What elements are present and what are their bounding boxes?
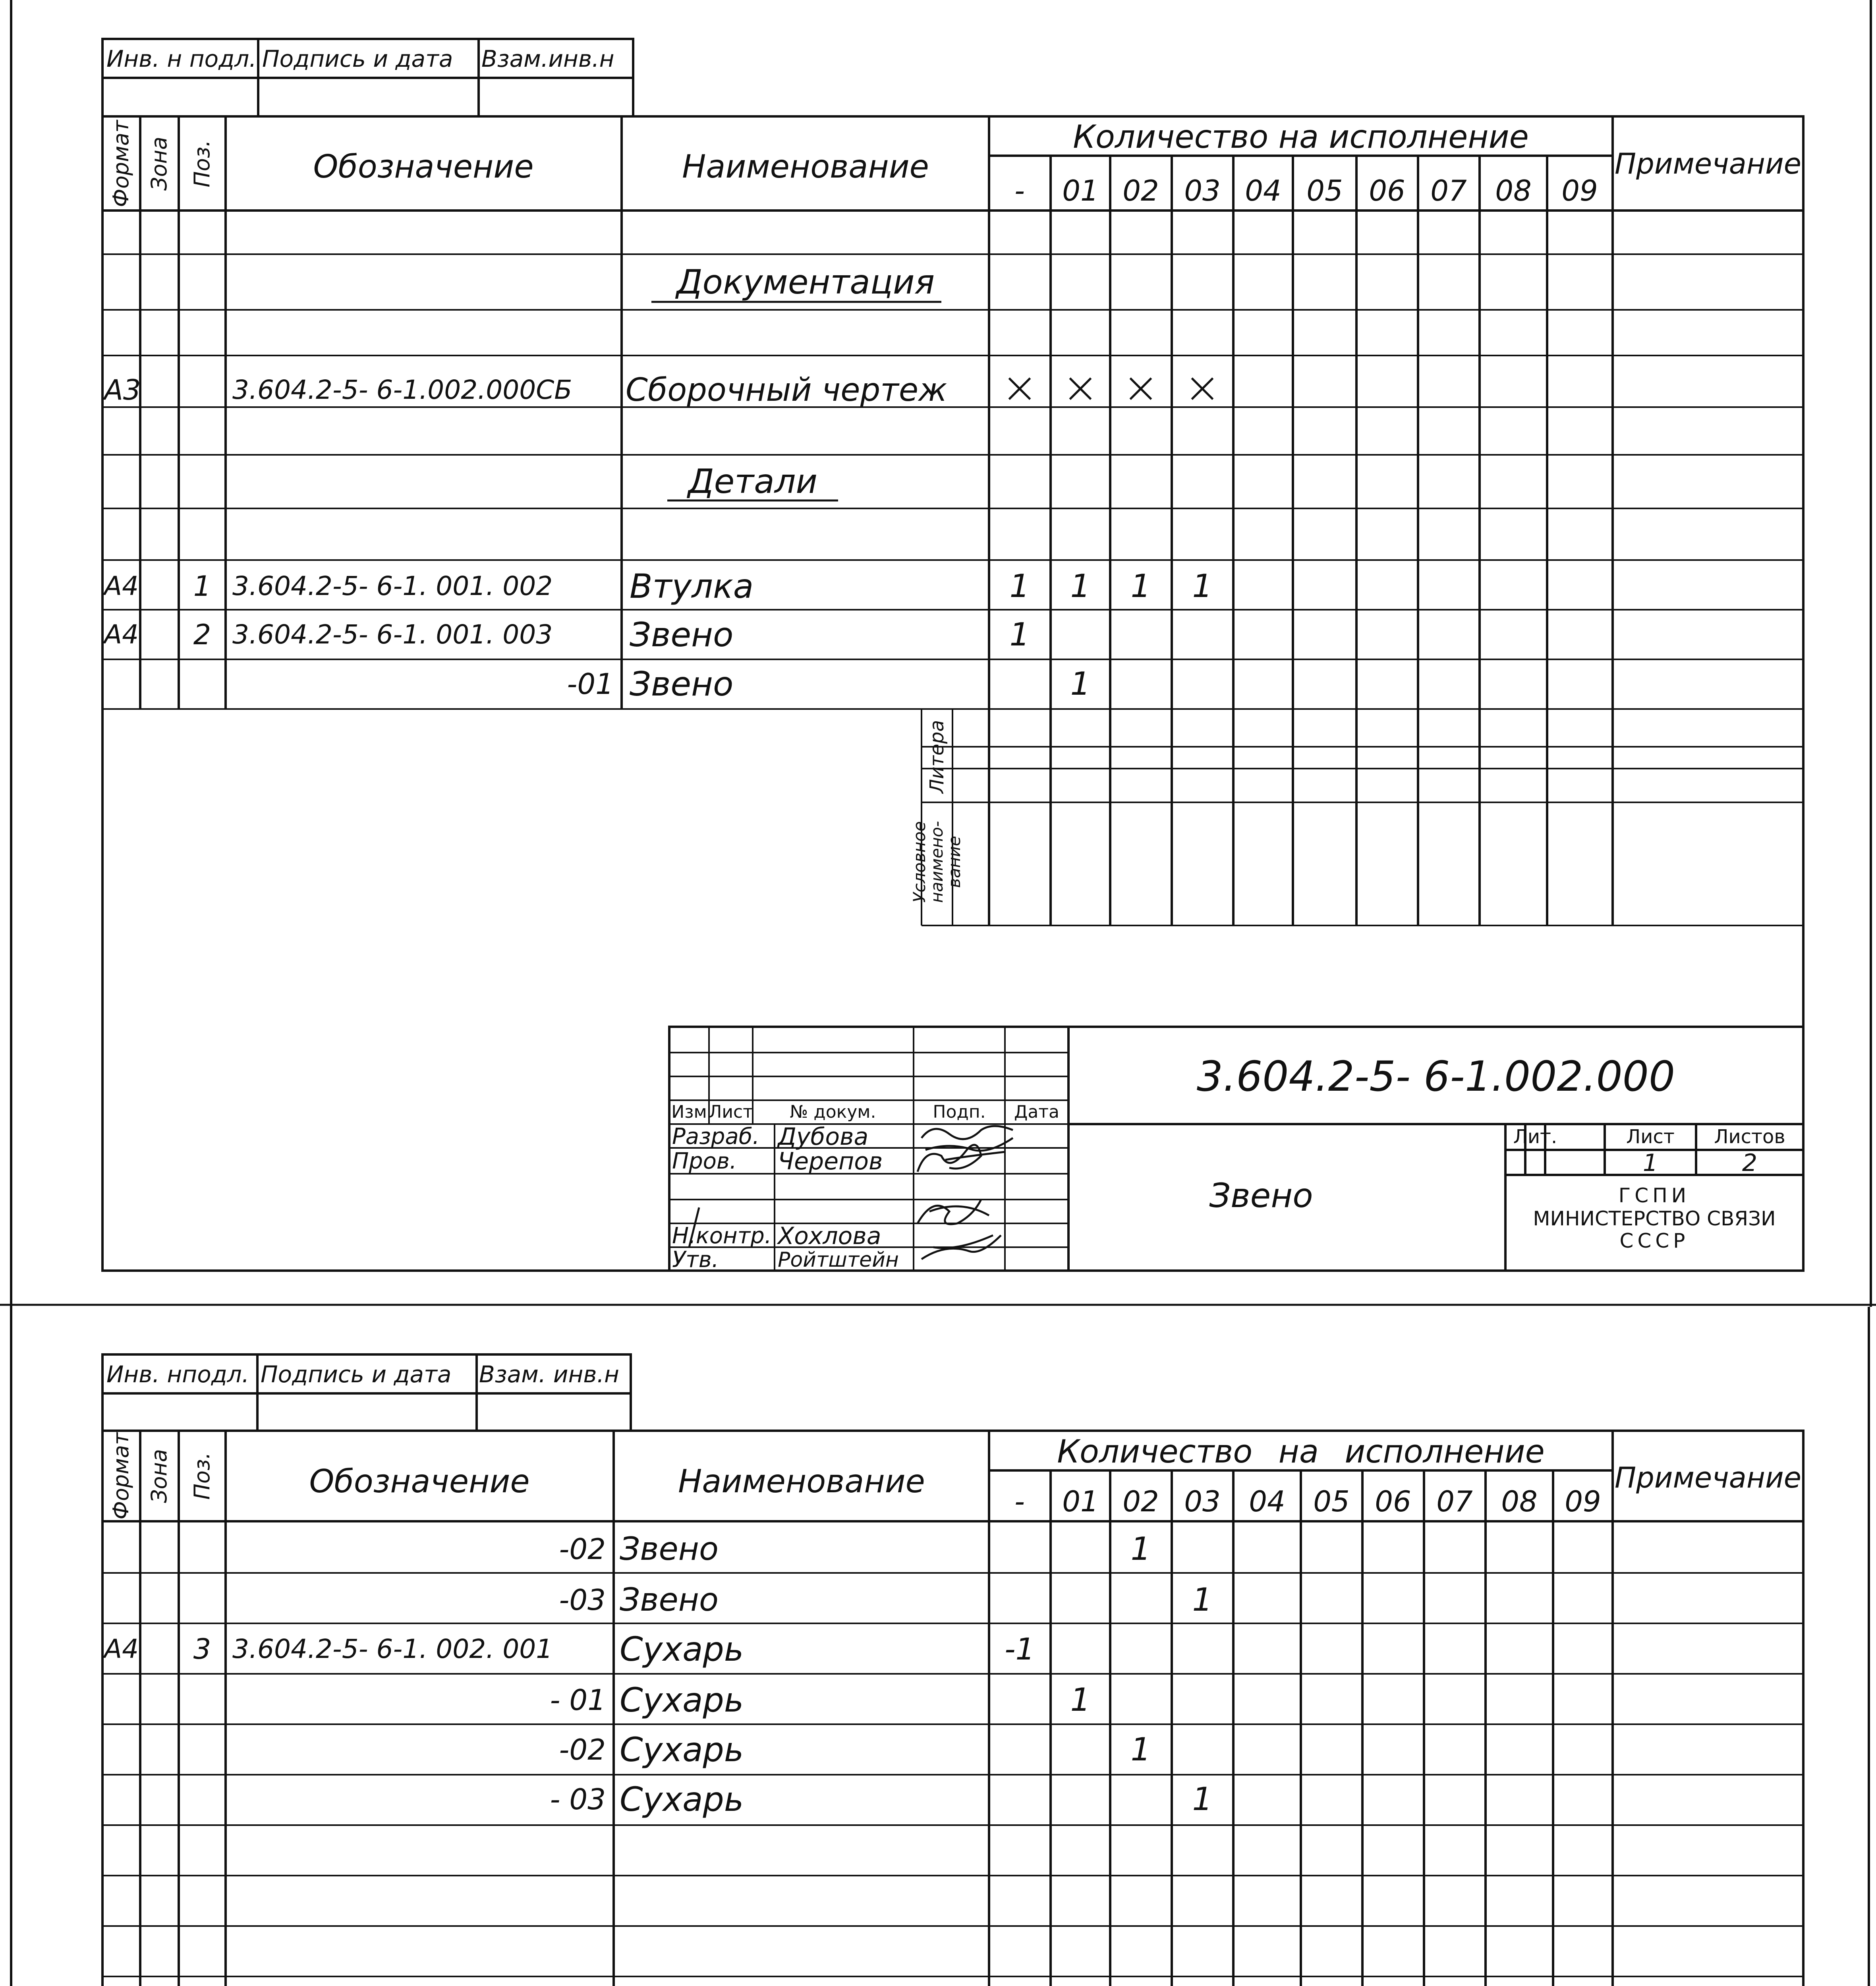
header-variant: 01 bbox=[1062, 1485, 1099, 1518]
header-name: Наименование bbox=[682, 148, 929, 185]
tb-col-head: Дата bbox=[1014, 1102, 1059, 1122]
section-title-details: Детали bbox=[688, 462, 817, 501]
row-format: А3 bbox=[104, 374, 141, 406]
row-designation: -03 bbox=[559, 1583, 606, 1617]
header-variant: 05 bbox=[1313, 1485, 1350, 1518]
row-name: Звено bbox=[630, 665, 734, 703]
qty-mark: 1 bbox=[1130, 1530, 1151, 1567]
row-name: Втулка bbox=[630, 567, 754, 606]
header-variant: 03 bbox=[1184, 1485, 1221, 1518]
row-format: А4 bbox=[104, 1634, 139, 1664]
row-name: Сухарь bbox=[620, 1780, 744, 1819]
row-name: Сухарь bbox=[620, 1681, 744, 1719]
header-note: Примечание bbox=[1614, 1461, 1802, 1494]
section-title-documentation: Документация bbox=[676, 263, 935, 301]
cross-mark: × bbox=[1184, 362, 1221, 413]
header-variant: 08 bbox=[1495, 174, 1532, 207]
tb-role: Разраб. bbox=[672, 1124, 760, 1149]
header-variant: 08 bbox=[1501, 1485, 1538, 1518]
row-name: Звено bbox=[620, 1581, 719, 1618]
tb-col-head: Лист bbox=[709, 1102, 753, 1122]
header-variant: 07 bbox=[1430, 174, 1467, 207]
tb-org-line1: ГСПИ bbox=[1618, 1184, 1691, 1207]
stamp-replace-label: Взам. инв.н bbox=[479, 1361, 619, 1388]
header-variant: 02 bbox=[1123, 1485, 1159, 1518]
header-variant: 06 bbox=[1369, 174, 1405, 207]
tb-col-head: Подп. bbox=[933, 1102, 986, 1122]
qty-mark: 1 bbox=[1130, 568, 1151, 605]
qty-mark: 1 bbox=[1192, 1581, 1213, 1618]
tb-person: Дубова bbox=[778, 1123, 869, 1151]
qty-mark: 1 bbox=[1130, 1731, 1151, 1768]
row-designation: - 03 bbox=[550, 1783, 606, 1816]
header-name: Наименование bbox=[678, 1463, 925, 1500]
row-designation: 3.604.2-5- 6-1. 002. 001 bbox=[232, 1634, 553, 1664]
header-pos: Поз. bbox=[189, 140, 214, 187]
row-name: Сухарь bbox=[620, 1630, 744, 1669]
tb-role: Утв. bbox=[672, 1247, 719, 1273]
header-designation: Обозначение bbox=[309, 1463, 530, 1500]
qty-mark: 1 bbox=[1009, 616, 1030, 653]
row-designation: 3.604.2-5- 6-1. 001. 002 bbox=[232, 571, 553, 601]
header-variant: - bbox=[1014, 1485, 1025, 1518]
header-variant: 03 bbox=[1184, 174, 1221, 207]
row-designation: 3.604.2-5- 6-1.002.000СБ bbox=[232, 375, 572, 405]
qty-mark: 1 bbox=[1070, 568, 1091, 605]
cross-mark: × bbox=[1001, 362, 1038, 413]
header-note: Примечание bbox=[1614, 147, 1802, 180]
tb-org-line2: МИНИСТЕРСТВО СВЯЗИ bbox=[1533, 1207, 1776, 1230]
header-qty-group: Количество на исполнение bbox=[1057, 1433, 1545, 1470]
stamp-inv-label: Инв. н подл. bbox=[106, 45, 257, 72]
header-variant: 09 bbox=[1561, 174, 1598, 207]
tb-document-code: 3.604.2-5- 6-1.002.000 bbox=[1196, 1052, 1675, 1101]
row-name: Звено bbox=[620, 1530, 719, 1567]
tb-col-head: Изм bbox=[671, 1102, 707, 1122]
tb-col-head: № докум. bbox=[790, 1102, 876, 1122]
row-format: А4 bbox=[104, 619, 139, 650]
header-variant: - bbox=[1014, 174, 1025, 207]
stamp-sign-label: Подпись и дата bbox=[262, 45, 453, 72]
tb-sheet-label: Лист bbox=[1626, 1126, 1675, 1148]
tb-sheets-label: Листов bbox=[1714, 1126, 1785, 1148]
tb-role: Н.контр. bbox=[672, 1223, 772, 1249]
qty-mark: -1 bbox=[1005, 1631, 1035, 1667]
tb-org-line3: СССР bbox=[1619, 1229, 1689, 1252]
header-variant: 05 bbox=[1306, 174, 1343, 207]
header-zone: Зона bbox=[147, 1449, 172, 1503]
row-format: А4 bbox=[104, 571, 139, 601]
tb-person: Ройтштейн bbox=[778, 1248, 899, 1272]
cross-mark: × bbox=[1062, 362, 1099, 413]
header-variant: 02 bbox=[1123, 174, 1159, 207]
header-variant: 06 bbox=[1375, 1485, 1411, 1518]
qty-mark: 1 bbox=[1192, 568, 1213, 605]
tb-item-name: Звено bbox=[1209, 1176, 1313, 1215]
row-pos: 1 bbox=[193, 570, 211, 603]
row-designation: -01 bbox=[567, 667, 614, 701]
tb-person: Черепов bbox=[778, 1148, 883, 1175]
stamp-replace-label: Взам.инв.н bbox=[481, 45, 614, 72]
row-designation: 3.604.2-5- 6-1. 001. 003 bbox=[232, 619, 553, 650]
row-designation: -02 bbox=[559, 1733, 606, 1766]
row-name: Сухарь bbox=[620, 1730, 744, 1769]
header-variant: 04 bbox=[1249, 1485, 1285, 1518]
row-pos: 2 bbox=[193, 618, 211, 651]
qty-mark: 1 bbox=[1070, 665, 1091, 702]
cross-mark: × bbox=[1122, 362, 1159, 413]
qty-mark: 1 bbox=[1070, 1681, 1091, 1718]
header-format: Формат bbox=[108, 1432, 133, 1520]
qty-mark: 1 bbox=[1192, 1781, 1213, 1818]
qty-mark: 1 bbox=[1009, 568, 1030, 605]
conditional-name-label: Условное наимено- вание bbox=[909, 821, 964, 903]
tb-sheet-no: 1 bbox=[1642, 1149, 1658, 1177]
tb-sheets-total: 2 bbox=[1742, 1149, 1758, 1177]
header-variant: 09 bbox=[1565, 1485, 1601, 1518]
row-pos: 3 bbox=[193, 1633, 211, 1665]
row-designation: - 01 bbox=[550, 1683, 606, 1717]
stamp-inv-label: Инв. нподл. bbox=[106, 1361, 249, 1388]
tb-person: Хохлова bbox=[778, 1222, 881, 1250]
tb-role: Пров. bbox=[672, 1148, 737, 1174]
header-qty-group: Количество на исполнение bbox=[1073, 118, 1529, 155]
header-pos: Поз. bbox=[189, 1452, 214, 1500]
row-designation: -02 bbox=[559, 1532, 606, 1566]
sheet-2 bbox=[0, 1307, 1876, 1986]
header-variant: 01 bbox=[1062, 174, 1099, 207]
tb-lit-label: Лит. bbox=[1513, 1126, 1557, 1148]
header-variant: 04 bbox=[1245, 174, 1281, 207]
header-format: Формат bbox=[108, 120, 133, 207]
litera-label: Литера bbox=[926, 720, 948, 794]
header-designation: Обозначение bbox=[313, 148, 534, 185]
header-zone: Зона bbox=[147, 136, 172, 191]
stamp-sign-label: Подпись и дата bbox=[261, 1361, 452, 1388]
row-name: Звено bbox=[630, 615, 734, 654]
header-variant: 07 bbox=[1436, 1485, 1473, 1518]
row-name: Сборочный чертеж bbox=[626, 371, 947, 408]
